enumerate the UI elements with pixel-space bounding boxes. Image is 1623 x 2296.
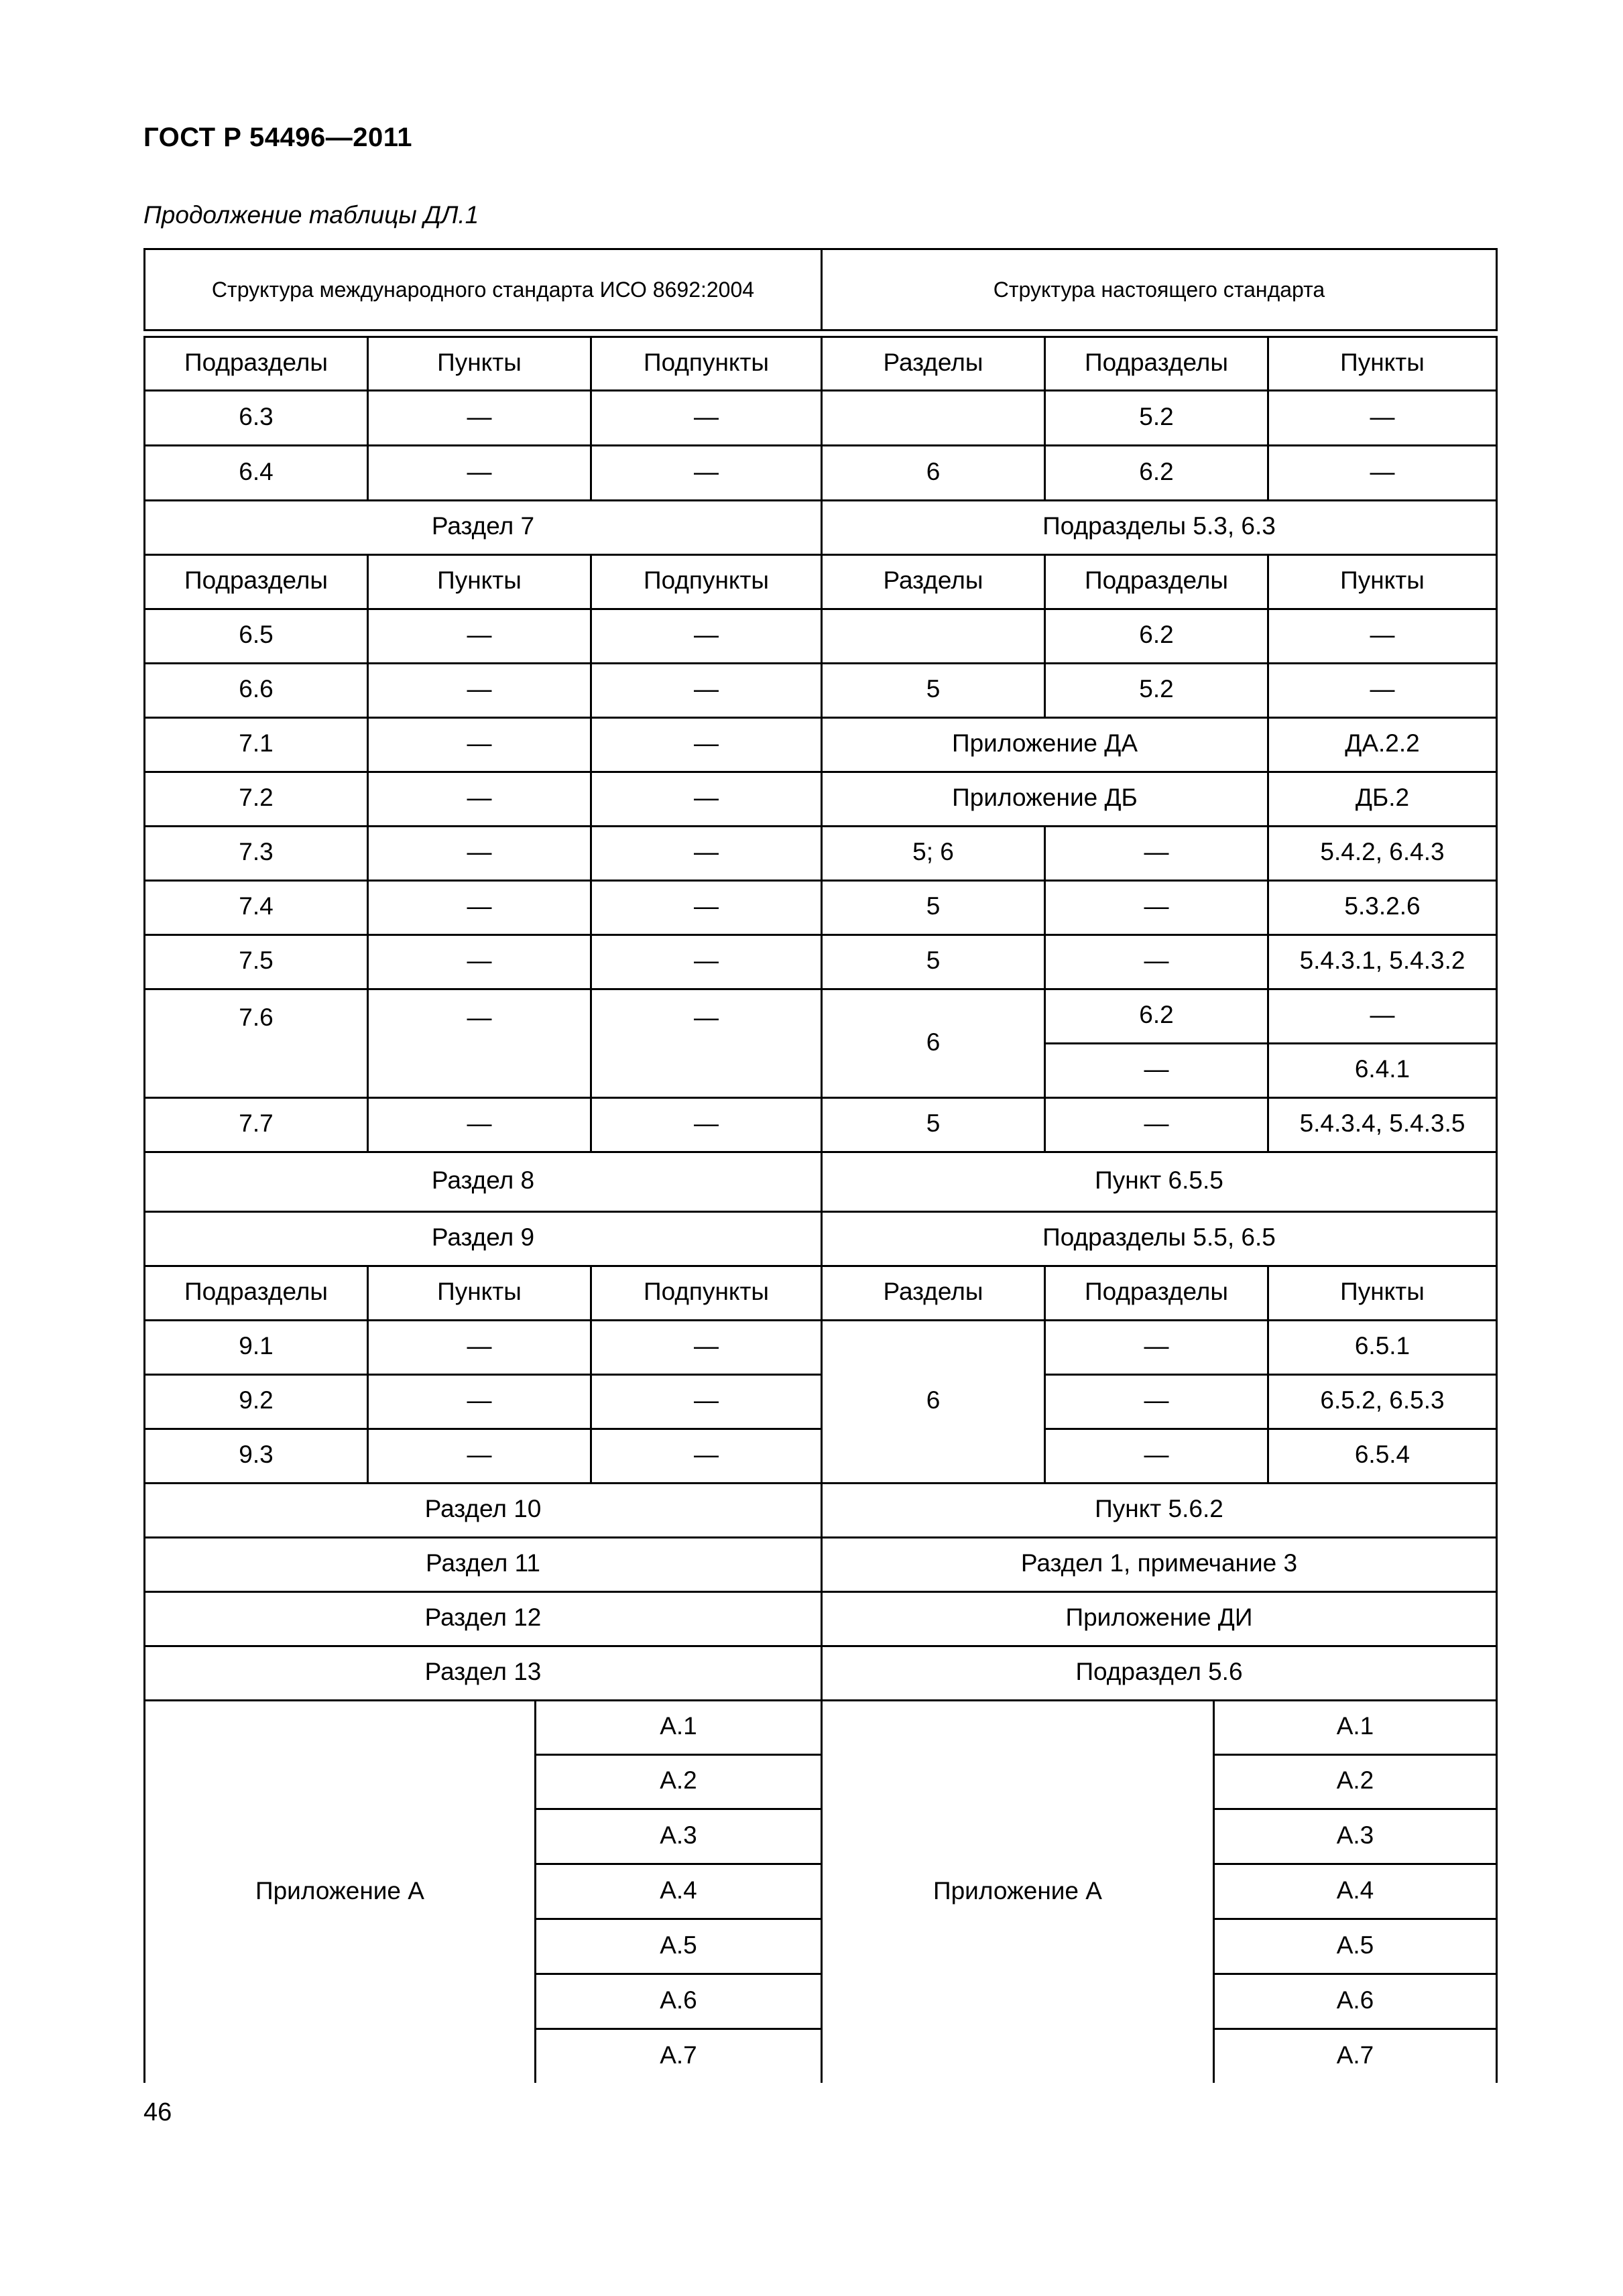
column-headers-row — [143, 336, 1498, 389]
cell: А.5 — [1213, 1918, 1498, 1973]
table-row — [143, 662, 1498, 717]
cell: А.7 — [534, 2028, 821, 2083]
cell: А.6 — [534, 1973, 821, 2028]
cell: — — [590, 662, 821, 717]
cell: — — [590, 1319, 821, 1374]
col-header: Подпункты — [590, 554, 821, 608]
cell: А.1 — [1213, 1699, 1498, 1754]
table-row — [143, 608, 1498, 662]
cell: 7.2 — [143, 771, 367, 825]
appendix-row — [143, 1863, 1498, 1918]
cell: — — [367, 934, 590, 988]
cell: 5.3.2.6 — [1267, 880, 1498, 934]
table-row — [143, 934, 1498, 988]
cell: — — [367, 444, 590, 499]
cell: — — [367, 1428, 590, 1482]
section-left: Раздел 12 — [143, 1591, 821, 1645]
col-header: Пункты — [367, 1265, 590, 1319]
cell: А.5 — [534, 1918, 821, 1973]
col-header: Разделы — [821, 1265, 1044, 1319]
col-header: Пункты — [367, 554, 590, 608]
col-header: Подпункты — [590, 336, 821, 389]
cell: ДА.2.2 — [1267, 717, 1498, 771]
table-row — [143, 880, 1498, 934]
section-right: Пункт 6.5.5 — [821, 1151, 1498, 1211]
section-left: Раздел 9 — [143, 1211, 821, 1265]
col-header: Пункты — [1267, 554, 1498, 608]
section-left: Раздел 13 — [143, 1645, 821, 1699]
col-header: Подразделы — [143, 554, 367, 608]
table-row — [143, 1374, 1498, 1428]
section-row — [143, 1211, 1498, 1265]
table-row — [143, 717, 1498, 771]
section-left: Раздел 8 — [143, 1151, 821, 1211]
cell: 7.3 — [143, 825, 367, 880]
col-header: Подпункты — [590, 1265, 821, 1319]
cell: Приложение ДА — [821, 717, 1267, 771]
cell: 6 — [821, 444, 1044, 499]
cell: — — [590, 1097, 821, 1151]
section-right: Пункт 5.6.2 — [821, 1482, 1498, 1536]
appendix-row — [143, 1754, 1498, 1808]
cell: А.7 — [1213, 2028, 1498, 2083]
section-row — [143, 1591, 1498, 1645]
cell: — — [367, 880, 590, 934]
cell: А.4 — [534, 1863, 821, 1918]
cell: 5 — [821, 880, 1044, 934]
cell: 6.5.1 — [1267, 1319, 1498, 1374]
section-right: Приложение ДИ — [821, 1591, 1498, 1645]
cell: — — [367, 1374, 590, 1428]
cell: — — [367, 389, 590, 444]
cell: 6.6 — [143, 662, 367, 717]
cell: — — [1044, 1428, 1267, 1482]
cell: 6.4 — [143, 444, 367, 499]
cell: ДБ.2 — [1267, 771, 1498, 825]
cell: 7.7 — [143, 1097, 367, 1151]
cell: — — [1044, 1097, 1267, 1151]
cell: — — [367, 825, 590, 880]
cell: 7.1 — [143, 717, 367, 771]
cell: — — [367, 717, 590, 771]
cell: — — [590, 717, 821, 771]
cell — [821, 608, 1044, 662]
cell: 6.5.4 — [1267, 1428, 1498, 1482]
cell: — — [590, 1428, 821, 1482]
table-row — [143, 771, 1498, 825]
section-row — [143, 1536, 1498, 1591]
cell: А.4 — [1213, 1863, 1498, 1918]
col-header: Подразделы — [143, 1265, 367, 1319]
table-row — [143, 825, 1498, 880]
page-number: 46 — [143, 2098, 172, 2126]
cell: 9.1 — [143, 1319, 367, 1374]
cell: А.3 — [534, 1808, 821, 1863]
header-international-structure: Структура международного стандарта ИСО 8692:2004 — [143, 248, 821, 331]
cell: 6.2 — [1044, 444, 1267, 499]
cell: 5.2 — [1044, 389, 1267, 444]
cell: 6.5 — [143, 608, 367, 662]
col-header: Подразделы — [143, 336, 367, 389]
column-headers-row — [143, 554, 1498, 608]
cell: 7.6 — [143, 988, 367, 1097]
cell: — — [1044, 1042, 1267, 1097]
cell: А.6 — [1213, 1973, 1498, 2028]
section-right: Подразделы 5.5, 6.5 — [821, 1211, 1498, 1265]
section-left: Раздел 7 — [143, 499, 821, 554]
cell: — — [367, 662, 590, 717]
section-row — [143, 1151, 1498, 1211]
cell: 5 — [821, 934, 1044, 988]
cell: — — [1044, 825, 1267, 880]
col-header: Подразделы — [1044, 336, 1267, 389]
cell: А.2 — [1213, 1754, 1498, 1808]
appendix-row — [143, 1808, 1498, 1863]
cell: — — [1044, 934, 1267, 988]
cell: 7.5 — [143, 934, 367, 988]
col-header: Разделы — [821, 554, 1044, 608]
cell: — — [367, 988, 590, 1097]
cell: — — [590, 988, 821, 1097]
col-header: Пункты — [367, 336, 590, 389]
cell: 5.4.3.1, 5.4.3.2 — [1267, 934, 1498, 988]
table-row — [143, 389, 1498, 444]
cell: — — [590, 444, 821, 499]
appendix-row — [143, 1918, 1498, 1973]
cell: — — [1044, 880, 1267, 934]
cell: — — [1267, 988, 1498, 1042]
cell: 5 — [821, 1097, 1044, 1151]
cell: — — [590, 389, 821, 444]
cell — [821, 389, 1044, 444]
col-header: Разделы — [821, 336, 1044, 389]
cell: — — [590, 825, 821, 880]
cell: — — [1267, 389, 1498, 444]
cell: — — [1044, 1319, 1267, 1374]
table-row — [143, 1319, 1498, 1374]
cell: 5.4.2, 6.4.3 — [1267, 825, 1498, 880]
cell: 5.2 — [1044, 662, 1267, 717]
table-row — [143, 1097, 1498, 1151]
col-header: Подразделы — [1044, 1265, 1267, 1319]
cell: — — [590, 1374, 821, 1428]
section-row — [143, 1482, 1498, 1536]
cell: 5.4.3.4, 5.4.3.5 — [1267, 1097, 1498, 1151]
table-caption: Продолжение таблицы ДЛ.1 — [143, 201, 479, 229]
appendix-row — [143, 1699, 1498, 1754]
section-right: Подразделы 5.3, 6.3 — [821, 499, 1498, 554]
document-code: ГОСТ Р 54496—2011 — [143, 123, 412, 152]
cell: — — [590, 771, 821, 825]
appendix-right-label: Приложение А — [821, 1699, 1213, 2083]
cell: — — [590, 608, 821, 662]
table-header-row — [143, 248, 1498, 331]
cell: 5 — [821, 662, 1044, 717]
cell: — — [1267, 608, 1498, 662]
col-header: Подразделы — [1044, 554, 1267, 608]
cell: — — [1267, 662, 1498, 717]
table-row — [143, 444, 1498, 499]
section-left: Раздел 11 — [143, 1536, 821, 1591]
appendix-left-label: Приложение А — [143, 1699, 534, 2083]
section-right: Раздел 1, примечание 3 — [821, 1536, 1498, 1591]
cell: 6 — [821, 1319, 1044, 1482]
cell: — — [1044, 1374, 1267, 1428]
appendix-row — [143, 2028, 1498, 2083]
cell: — — [367, 608, 590, 662]
cell: — — [590, 934, 821, 988]
section-left: Раздел 10 — [143, 1482, 821, 1536]
header-national-structure: Структура настоящего стандарта — [821, 248, 1498, 331]
cell: 6.5.2, 6.5.3 — [1267, 1374, 1498, 1428]
cell: — — [367, 1097, 590, 1151]
cell: Приложение ДБ — [821, 771, 1267, 825]
section-row — [143, 1645, 1498, 1699]
cell: А.2 — [534, 1754, 821, 1808]
cell: 6.3 — [143, 389, 367, 444]
cell: — — [1267, 444, 1498, 499]
cell: 5; 6 — [821, 825, 1044, 880]
cell: 9.3 — [143, 1428, 367, 1482]
cell: А.3 — [1213, 1808, 1498, 1863]
cell: — — [367, 771, 590, 825]
section-right: Подраздел 5.6 — [821, 1645, 1498, 1699]
appendix-row — [143, 1973, 1498, 2028]
cell: 6.2 — [1044, 988, 1267, 1042]
cell: — — [590, 880, 821, 934]
cell: А.1 — [534, 1699, 821, 1754]
cell: 9.2 — [143, 1374, 367, 1428]
cell: 6 — [821, 988, 1044, 1097]
cell: 6.4.1 — [1267, 1042, 1498, 1097]
divider — [821, 1699, 823, 1754]
col-header: Пункты — [1267, 336, 1498, 389]
column-headers-row — [143, 1265, 1498, 1319]
section-row — [143, 499, 1498, 554]
cell: 6.2 — [1044, 608, 1267, 662]
cell: — — [367, 1319, 590, 1374]
cell: 7.4 — [143, 880, 367, 934]
table-row — [143, 1428, 1498, 1482]
col-header: Пункты — [1267, 1265, 1498, 1319]
